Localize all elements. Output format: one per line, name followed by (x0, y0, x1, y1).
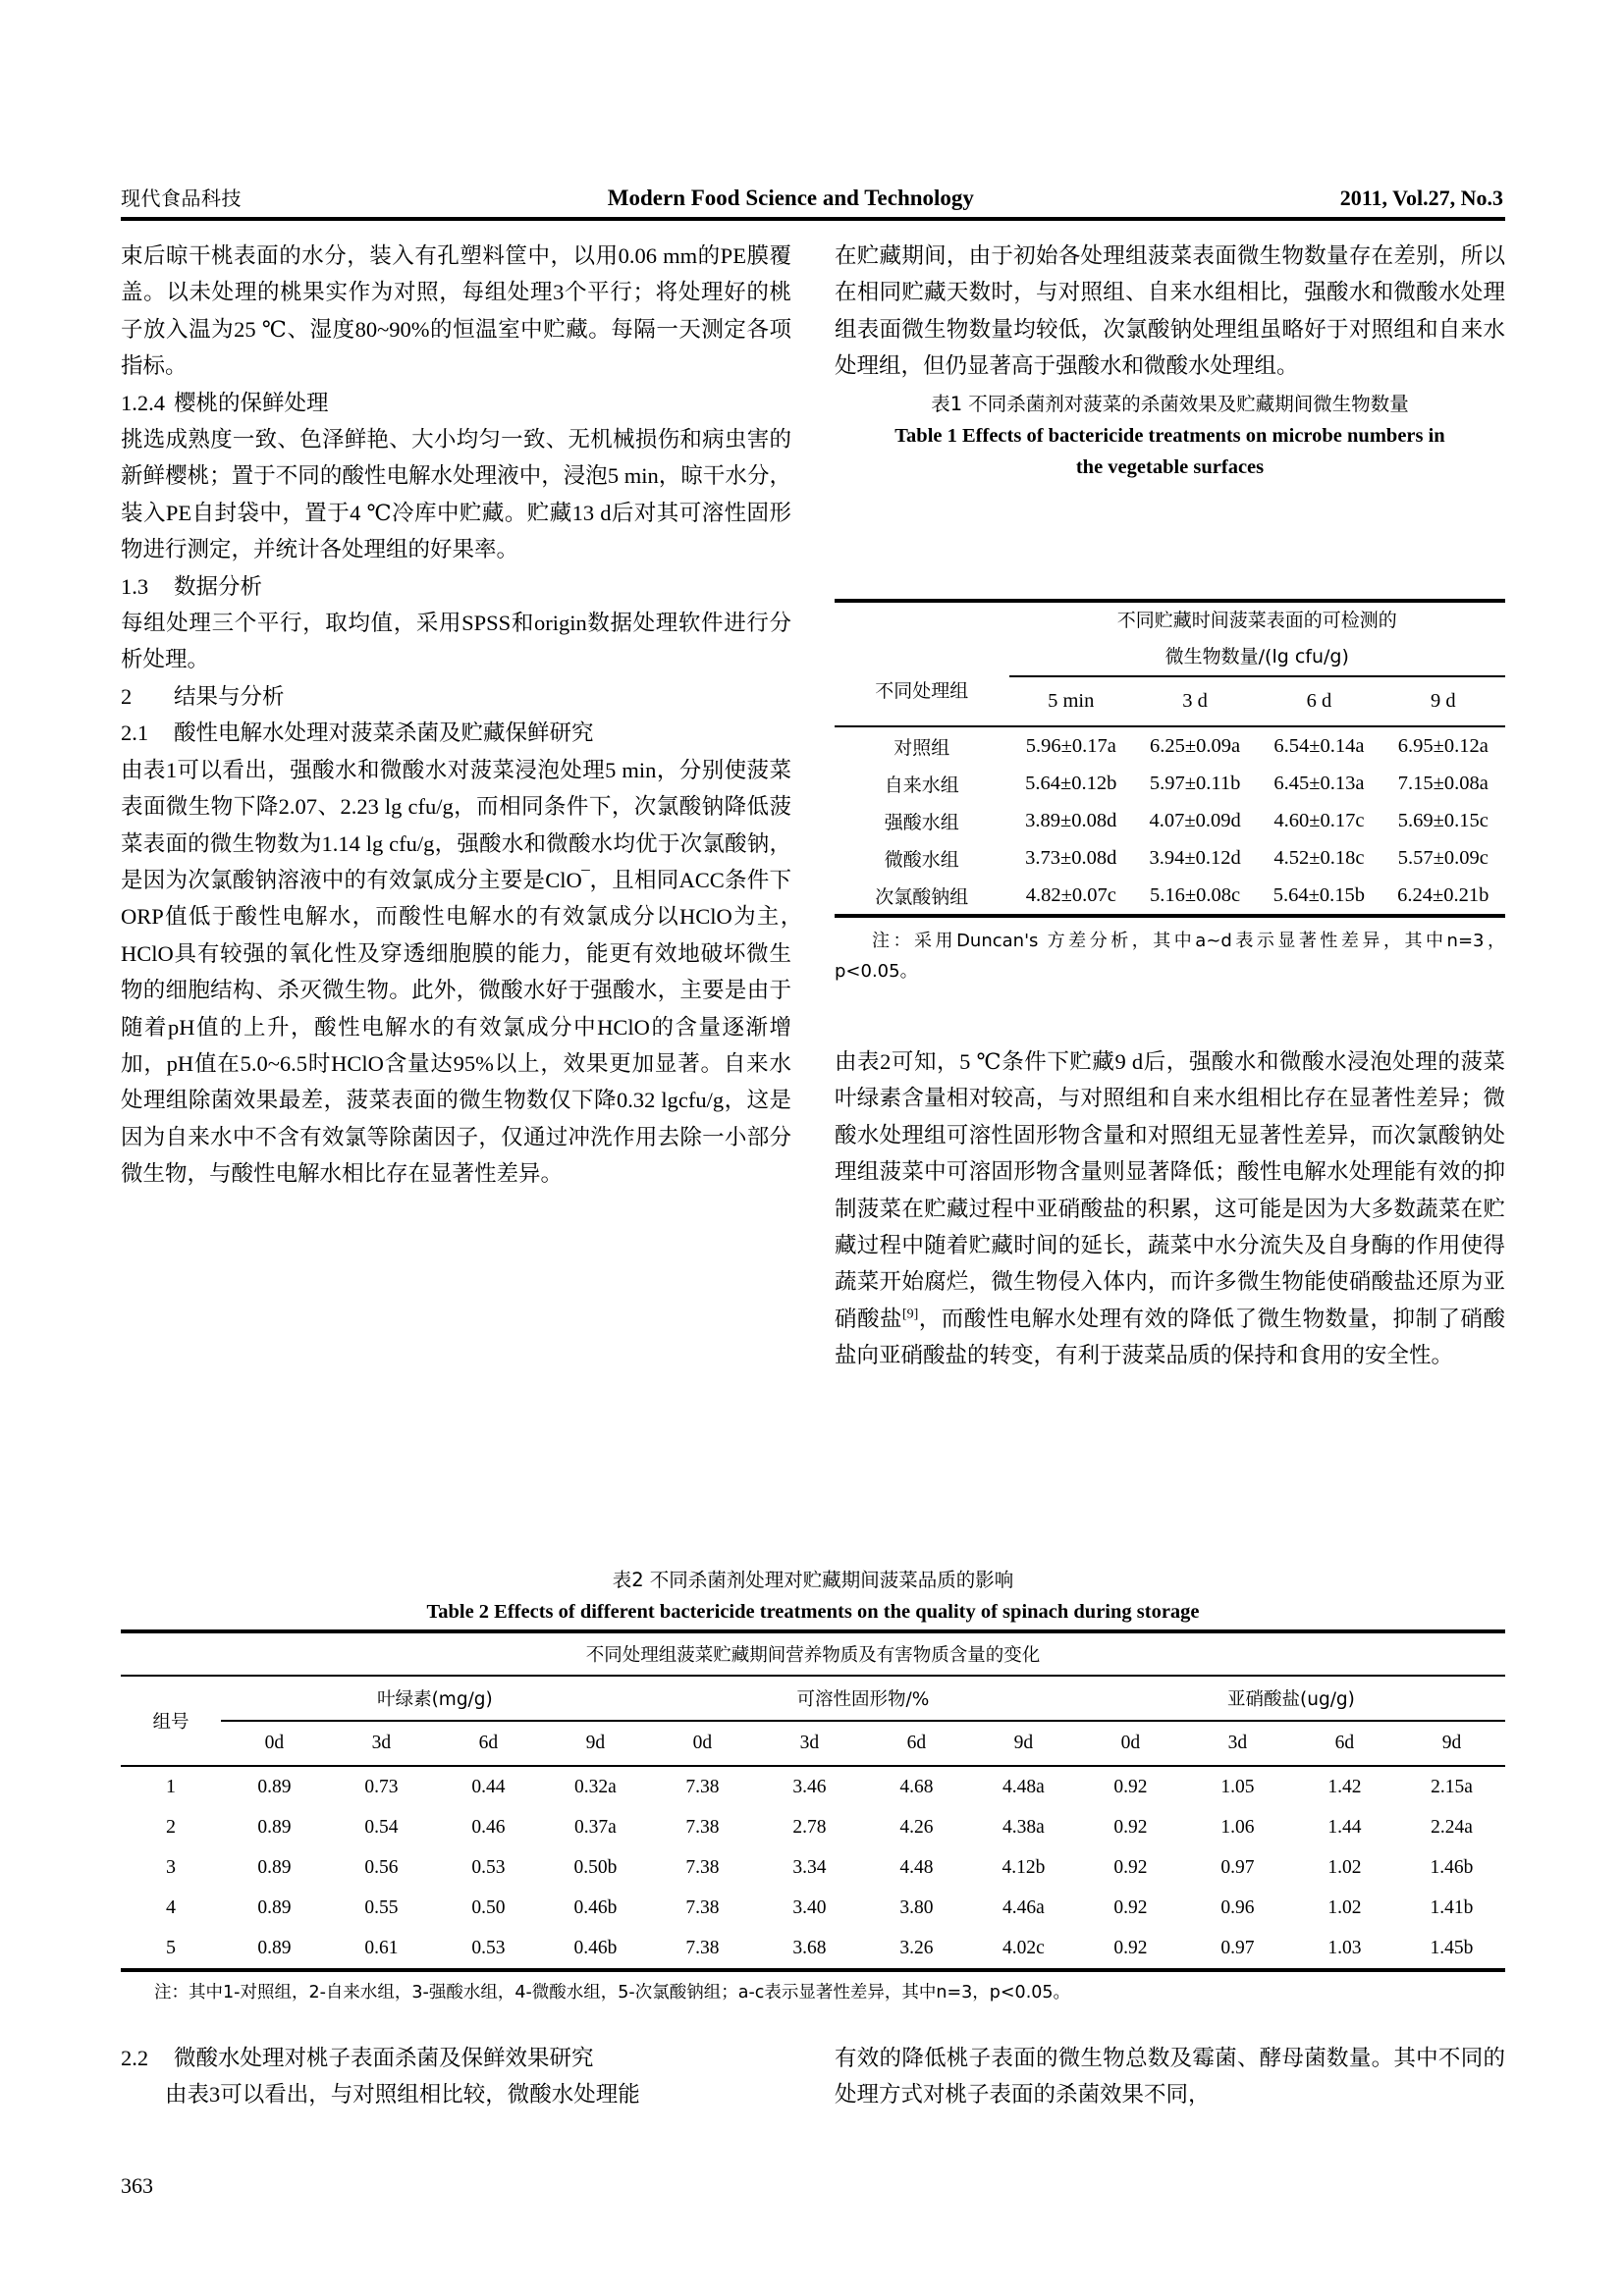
journal-name-en: Modern Food Science and Technology (607, 186, 974, 210)
table-2-cell-3-10: 1.02 (1327, 1896, 1362, 1918)
table-1-col-header-0: 5 min (1048, 690, 1095, 712)
table-2-cell-1-9: 1.06 (1220, 1816, 1255, 1838)
table-1-cell-1-3: 7.15±0.08a (1397, 772, 1489, 794)
table-1-cell-4-0: 4.82±0.07c (1025, 883, 1116, 906)
heading-text: 樱桃的保鲜处理 (174, 390, 329, 415)
table-2-cell-0-0: 0.89 (257, 1776, 292, 1797)
table-1-cell-3-1: 3.94±0.12d (1149, 846, 1241, 869)
table-2-cell-4-8: 0.92 (1113, 1937, 1148, 1958)
table-2-cell-4-0: 0.89 (257, 1937, 292, 1958)
table-2-cell-2-10: 1.02 (1327, 1856, 1362, 1878)
table-2-cell-0-4: 7.38 (685, 1776, 720, 1797)
table-1-cell-2-0: 3.89±0.08d (1025, 809, 1117, 831)
paragraph-part-1: 由表2可知，5 ℃条件下贮藏9 d后，强酸水和微酸水浸泡处理的菠菜叶绿素含量相对较高，与对照组和自来水组相比存在显著性差异；微酸水处理组可溶性固形物含量和对照组无显著性差异，而次氯酸钠处理组菠菜中可溶固形物含量则显著降低；酸性电解水处理能有效的抑制菠菜在贮藏过程中亚硝酸盐的积累，这可能是因为大多数蔬菜在贮藏过程中随着贮藏时间的延长，蔬菜中水分流失及自身酶的作用使得蔬菜开始腐烂，微生物侵入体内，而许多微生物能使硝酸盐还原为亚硝酸盐 (835, 1049, 1505, 1331)
table-2-day-header-2: 6d (478, 1733, 499, 1753)
table-1-cell-2-2: 4.60±0.17c (1273, 809, 1365, 831)
table-1-body (835, 726, 1505, 916)
table-1-cell-0-2: 6.54±0.14a (1273, 734, 1365, 757)
bottom-left-column (121, 2040, 791, 2113)
table-2-cell-2-4: 7.38 (685, 1856, 720, 1878)
table-2-cell-3-6: 3.80 (899, 1896, 934, 1918)
table-2-day-header-6: 6d (906, 1733, 927, 1753)
table-2-cell-3-9: 0.96 (1220, 1896, 1255, 1918)
table-2-cell-4-4: 7.38 (685, 1937, 720, 1958)
table-2-cell-2-0: 0.89 (257, 1856, 292, 1878)
table-row (835, 839, 1505, 877)
issue-info: 2011, Vol.27, No.3 (1339, 186, 1503, 210)
table-row (835, 877, 1505, 916)
paragraph-table2-discussion (835, 1043, 1505, 1374)
table-row (121, 1847, 1505, 1888)
table-2-cell-1-2: 0.46 (471, 1816, 506, 1838)
table-2-day-header-5: 3d (799, 1733, 820, 1753)
table-2-stub-header: 组号 (152, 1712, 189, 1733)
table-2-cell-4-9: 0.97 (1220, 1937, 1255, 1958)
table-2-cell-2-8: 0.92 (1113, 1856, 1148, 1878)
table-row (835, 802, 1505, 839)
table-2-cell-0-10: 1.42 (1327, 1776, 1362, 1797)
heading-text: 数据分析 (174, 573, 263, 599)
table-2-cell-0-2: 0.44 (471, 1776, 506, 1797)
table-2-group-3: 4 (165, 1896, 176, 1918)
table-2-cell-3-3: 0.46b (573, 1896, 618, 1918)
table-2-cell-1-6: 4.26 (899, 1816, 934, 1838)
table-1-cell-3-3: 5.57±0.09c (1397, 846, 1489, 869)
table-2-cell-3-1: 0.55 (364, 1896, 399, 1918)
table-1-cell-4-2: 5.64±0.15b (1272, 883, 1366, 906)
table-2-group-header-0: 叶绿素(mg/g) (221, 1676, 649, 1721)
table-2-cell-0-9: 1.05 (1220, 1776, 1255, 1797)
paragraph-2-2: 由表3可以看出，与对照组相比较，微酸水处理能 (165, 2082, 640, 2108)
table-2-cell-4-3: 0.46b (573, 1937, 618, 1958)
table-2-cell-2-2: 0.53 (471, 1856, 506, 1878)
table-2-cell-3-0: 0.89 (257, 1896, 292, 1918)
heading-number: 2.1 (121, 721, 149, 746)
table-2-cell-3-11: 1.41b (1430, 1896, 1474, 1918)
reference-marker: [9] (901, 1307, 919, 1322)
paragraph-1-2-4: 挑选成熟度一致、色泽鲜艳、大小均匀一致、无机械损伤和病虫害的新鲜樱桃；置于不同的酸性电解水处理液中，浸泡5 min，晾干水分，装入PE自封袋中，置于4 ℃冷库中贮藏。贮藏13 d后对其可溶性固形物进行测定，并统计各处理组的好果率。 (121, 427, 791, 562)
heading-1-3 (121, 568, 791, 605)
table-1-col-header-1: 3 d (1182, 690, 1208, 712)
right-column-top (835, 238, 1505, 483)
running-head (121, 183, 1503, 211)
table-1-cell-3-2: 4.52±0.18c (1273, 846, 1365, 869)
table-1-cell-4-3: 6.24±0.21b (1397, 883, 1489, 906)
table-2-cell-4-11: 1.45b (1430, 1937, 1474, 1958)
table-2-cell-1-7: 4.38a (1002, 1816, 1045, 1838)
bottom-right-column (835, 2040, 1505, 2113)
table-row (121, 1766, 1505, 1807)
table-row (835, 765, 1505, 802)
heading-number: 2.2 (121, 2046, 149, 2070)
table-2-cell-4-7: 4.02c (1002, 1937, 1045, 1958)
table-2-head (121, 1631, 1505, 1766)
table-1-cell-1-1: 5.97±0.11b (1149, 772, 1241, 794)
table-1-cell-2-1: 4.07±0.09d (1149, 809, 1241, 831)
table-2-cell-1-4: 7.38 (685, 1816, 720, 1838)
table-2-day-header-11: 9d (1441, 1733, 1462, 1753)
table1-caption-cn: 表1 不同杀菌剂对菠菜的杀菌效果及贮藏期间微生物数量 (931, 392, 1409, 415)
table-1-grid (835, 599, 1505, 918)
heading-text: 结果与分析 (174, 683, 285, 709)
paragraph-storage: 在贮藏期间，由于初始各处理组菠菜表面微生物数量存在差别，所以在相同贮藏天数时，与对照组、自来水组相比，强酸水和微酸水处理组表面微生物数量均较低，次氯酸钠处理组虽略好于对照组和自来水处理组，但仍显著高于强酸水和微酸水处理组。 (835, 243, 1505, 379)
table-1-row-label-4: 次氯酸钠组 (875, 885, 969, 908)
heading-number: 1.2.4 (121, 390, 165, 415)
right-column-bottom (835, 1043, 1505, 1374)
table-2-cell-4-5: 3.68 (792, 1937, 827, 1958)
table-2-cell-2-6: 4.48 (899, 1856, 934, 1878)
table-2-cell-1-10: 1.44 (1327, 1816, 1362, 1838)
table-2-cell-4-10: 1.03 (1327, 1937, 1362, 1958)
table-2-group-header-1: 可溶性固形物/% (649, 1676, 1077, 1721)
table-2-cell-1-5: 2.78 (792, 1816, 827, 1838)
table-2-day-header-7: 9d (1013, 1733, 1034, 1753)
paragraph-1-3: 每组处理三个平行，取均值，采用SPSS和origin数据处理软件进行分析处理。 (121, 611, 791, 672)
table-2-cell-3-5: 3.40 (792, 1896, 827, 1918)
table-2-cell-2-11: 1.46b (1430, 1856, 1474, 1878)
table-1-col-header-3: 9 d (1430, 690, 1456, 712)
table-2-cell-0-1: 0.73 (364, 1776, 399, 1797)
table-1-head (835, 601, 1505, 726)
table-2-header-row-2 (121, 1676, 1505, 1721)
table-1-cell-0-0: 5.96±0.17a (1025, 734, 1116, 757)
table-2-cell-0-8: 0.92 (1113, 1776, 1148, 1797)
journal-name-cn: 现代食品科技 (121, 187, 242, 210)
table-2-cell-4-1: 0.61 (364, 1937, 399, 1958)
table-1-cell-2-3: 5.69±0.15c (1397, 809, 1489, 831)
table-1-header-row-1 (835, 601, 1505, 638)
table-2-body (121, 1766, 1505, 1970)
heading-number: 2 (121, 683, 133, 709)
table-2-cell-0-3: 0.32a (574, 1776, 617, 1797)
table-2-cell-1-1: 0.54 (364, 1816, 399, 1838)
heading-2-2 (121, 2040, 791, 2076)
table-2-cell-0-6: 4.68 (899, 1776, 934, 1797)
table-2-day-header-3: 9d (585, 1733, 606, 1753)
table-2-cell-0-7: 4.48a (1002, 1776, 1045, 1797)
table2-caption-cn: 表2 不同杀菌剂处理对贮藏期间菠菜品质的影响 (612, 1569, 1014, 1591)
page-number: 363 (121, 2173, 153, 2198)
table-2-cell-3-4: 7.38 (685, 1896, 720, 1918)
table1-caption-en-line2: the vegetable surfaces (1075, 455, 1265, 478)
table-2-cell-1-0: 0.89 (257, 1816, 292, 1838)
table-1-row-label-0: 对照组 (893, 736, 950, 759)
table-2-group-0: 1 (165, 1776, 176, 1797)
table1-caption-en-line1: Table 1 Effects of bactericide treatments on microbe numbers in (894, 424, 1445, 447)
table-2-group-4: 5 (165, 1937, 176, 1958)
table-1-cell-3-0: 3.73±0.08d (1025, 846, 1117, 869)
table-2-group-1: 2 (165, 1816, 176, 1838)
table-2-cell-3-2: 0.50 (471, 1896, 506, 1918)
heading-2-1 (121, 715, 791, 751)
table-2-cell-0-11: 2.15a (1431, 1776, 1473, 1797)
table-2 (121, 1565, 1505, 2007)
table-2-cell-1-8: 0.92 (1113, 1816, 1148, 1838)
table-2-grid (121, 1629, 1505, 1972)
table-2-day-header-0: 0d (264, 1733, 285, 1753)
left-column (121, 238, 814, 1193)
heading-number: 1.3 (121, 573, 149, 599)
header-divider (121, 217, 1505, 221)
table-row (121, 1928, 1505, 1970)
paragraph-2-1: 由表1可以看出，强酸水和微酸水对菠菜浸泡处理5 min，分别使菠菜表面微生物下降2.07、2.23 lg cfu/g，而相同条件下，次氯酸钠降低菠菜表面的微生物数为1.14 lg cfu/g，强酸水和微酸水均优于次氯酸钠，是因为次氯酸钠溶液中的有效氯成分主要是ClO‾，且相同ACC条件下ORP值低于酸性电解水，而酸性电解水的有效氯成分以HClO为主， HClO具有较强的氧化性及穿透细胞膜的能力，能更有效地破坏微生物的细胞结构、杀灭微生物。此外，微酸水好于强酸水，主要是由于随着pH值的上升，酸性电解水的有效氯成分中HClO的含量逐渐增加，pH值在5.0~6.5时HClO含量达95%以上，效果更加显著。自来水处理组除菌效果最差，菠菜表面的微生物数仅下降0.32 lgcfu/g，这是因为自来水中不含有效氯等除菌因子，仅通过冲洗作用去除一小部分微生物，与酸性电解水相比存在显著性差异。 (121, 757, 814, 1187)
table-2-day-header-4: 0d (692, 1733, 713, 1753)
table-2-cell-4-6: 3.26 (899, 1937, 934, 1958)
table-1-cell-1-0: 5.64±0.12b (1025, 772, 1117, 794)
table-1-row-label-3: 微酸水组 (884, 848, 959, 871)
table-2-cell-0-5: 3.46 (792, 1776, 827, 1797)
table-1-cell-4-1: 5.16±0.08c (1150, 883, 1241, 906)
table-1-span-header-line2: 微生物数量/(lg cfu/g) (1009, 638, 1505, 676)
table-row (121, 1888, 1505, 1928)
table-2-day-header-10: 6d (1334, 1733, 1355, 1753)
table-2-header-row-3 (121, 1721, 1505, 1766)
table-1-header-row-3 (835, 676, 1505, 726)
table-2-cell-4-2: 0.53 (471, 1937, 506, 1958)
table-2-group-header-2: 亚硝酸盐(ug/g) (1077, 1676, 1505, 1721)
table-2-cell-2-7: 4.12b (1001, 1856, 1046, 1878)
table-2-cell-1-3: 0.37a (574, 1816, 617, 1838)
table-2-day-header-8: 0d (1120, 1733, 1141, 1753)
table-2-span-header: 不同处理组菠菜贮藏期间营养物质及有害物质含量的变化 (121, 1631, 1505, 1676)
table-2-cell-3-8: 0.92 (1113, 1896, 1148, 1918)
table-1-row-label-2: 强酸水组 (884, 811, 959, 833)
paragraph-part-2: ，而酸性电解水处理有效的降低了微生物数量，抑制了硝酸盐向亚硝酸盐的转变，有利于菠菜品质的保持和食用的安全性。 (835, 1306, 1505, 1368)
table-1 (835, 599, 1505, 987)
table-1-col-header-2: 6 d (1306, 690, 1332, 712)
table-2-cell-2-1: 0.56 (364, 1856, 399, 1878)
table-2-group-2: 3 (165, 1856, 176, 1878)
table-1-stub-header: 不同处理组 (875, 680, 969, 702)
table-1-cell-0-1: 6.25±0.09a (1150, 734, 1241, 757)
table-row (121, 1807, 1505, 1847)
table-row (835, 726, 1505, 765)
table-2-cell-2-3: 0.50b (573, 1856, 618, 1878)
table-2-cell-2-5: 3.34 (792, 1856, 827, 1878)
table-2-header-row-1 (121, 1631, 1505, 1676)
table2-caption-en: Table 2 Effects of different bactericide treatments on the quality of spinach during storage (426, 1601, 1200, 1623)
heading-text: 微酸水处理对桃子表面杀菌及保鲜效果研究 (174, 2046, 594, 2070)
table-2-cell-2-9: 0.97 (1220, 1856, 1255, 1878)
table-2-cell-3-7: 4.46a (1002, 1896, 1045, 1918)
table-1-span-header-line1: 不同贮藏时间菠菜表面的可检测的 (1116, 609, 1397, 631)
table-2-note: 注：其中1-对照组，2-自来水组，3-强酸水组，4-微酸水组，5-次氯酸钠组；a-c表示显著性差异，其中n=3，p<0.05。 (154, 1983, 1071, 2002)
table-1-cell-0-3: 6.95±0.12a (1397, 734, 1489, 757)
table-1-cell-1-2: 6.45±0.13a (1273, 772, 1365, 794)
table-1-note: 注：采用Duncan's 方差分析，其中a~d表示显著性差异，其中n=3，p<0.05。 (835, 931, 1505, 982)
table-2-day-header-1: 3d (371, 1733, 392, 1753)
table-2-day-header-9: 3d (1227, 1733, 1248, 1753)
table-1-row-label-1: 自来水组 (884, 774, 959, 796)
paragraph-continued: 束后晾干桃表面的水分，装入有孔塑料筐中，以用0.06 mm的PE膜覆盖。以未处理的桃果实作为对照，每组处理3个平行；将处理好的桃子放入温为25 ℃、湿度80~90%的恒温室中贮藏。每隔一天测定各项指标。 (121, 243, 791, 379)
heading-2 (121, 678, 791, 715)
heading-text: 酸性电解水处理对菠菜杀菌及贮藏保鲜研究 (174, 721, 594, 746)
heading-1-2-4 (121, 385, 791, 421)
table-2-cell-1-11: 2.24a (1431, 1816, 1473, 1838)
paragraph-2-2-continued: 有效的降低桃子表面的微生物总数及霉菌、酵母菌数量。其中不同的处理方式对桃子表面的杀菌效果不同， (835, 2046, 1505, 2108)
